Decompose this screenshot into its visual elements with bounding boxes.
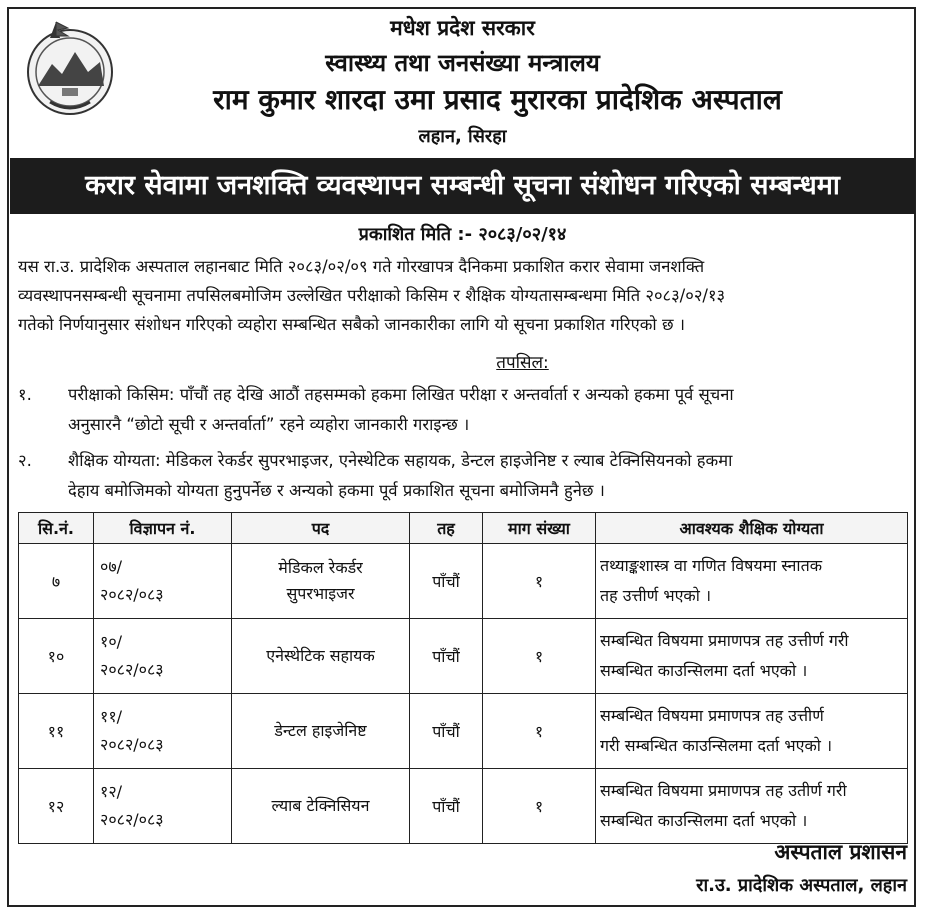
post-line: डेन्टल हाइजेनिष्ट <box>274 721 367 740</box>
cell-qualification <box>596 619 908 694</box>
qualification-line: सम्बन्धित विषयमा प्रमाणपत्र तह उत्तीर्ण <box>600 706 824 725</box>
cell-demand: १ <box>483 694 596 769</box>
cell-qualification <box>596 544 908 619</box>
details-heading-text: तपसिल: <box>496 353 549 373</box>
cell-serial: ११ <box>19 694 94 769</box>
list-item-line: देहाय बमोजिमको योग्यता हुनुपर्नेछ र अन्यको हकमा पूर्व प्रकाशित सूचना बमोजिमनै हुनेछ । <box>68 481 605 500</box>
intro-line: गतेको निर्णयानुसार संशोधन गरिएको व्यहोरा सम्बन्धित सबैको जानकारीका लागि यो सूचना प्रकाशित गरिएको छ । <box>18 315 686 334</box>
hospital-location: लहान, सिरहा <box>418 126 507 147</box>
list-item-number: २. <box>18 451 32 470</box>
post-line: मेडिकल रेकर्डर <box>278 558 363 577</box>
cell-demand: १ <box>483 769 596 844</box>
vacancy-table <box>18 512 908 844</box>
letterhead <box>0 0 925 160</box>
table-row <box>19 769 908 844</box>
table-row <box>19 619 908 694</box>
table-row <box>19 694 908 769</box>
province-name: मधेश प्रदेश सरकार <box>390 16 535 40</box>
cell-post <box>232 694 410 769</box>
list-item-number: १. <box>18 385 32 404</box>
cell-level: पाँचौं <box>410 544 483 619</box>
cell-demand: १ <box>483 544 596 619</box>
cell-advert-no <box>94 619 232 694</box>
list-item-text <box>68 446 910 506</box>
qualification-line: सम्बन्धित विषयमा प्रमाणपत्र तह उत्तीर्ण गरी <box>600 631 849 650</box>
cell-advert-no <box>94 544 232 619</box>
cell-post <box>232 544 410 619</box>
advert-no-line: ०७/ <box>100 557 123 576</box>
cell-serial: १० <box>19 619 94 694</box>
table-row <box>19 544 908 619</box>
qualification-line: सम्बन्धित काउन्सिलमा दर्ता भएको । <box>600 811 808 830</box>
list-item-line: परीक्षाको किसिम: पाँचौं तह देखि आठौं तहसम्मको हकमा लिखित परीक्षा र अन्तर्वार्ता र अन्यको हकमा पूर्व सूचना <box>68 385 734 404</box>
cell-serial: १२ <box>19 769 94 844</box>
advert-no-line: ११/ <box>100 707 123 726</box>
hospital-name: राम कुमार शारदा उमा प्रसाद मुरारका प्रादेशिक अस्पताल <box>213 83 782 116</box>
ministry-name: स्वास्थ्य तथा जनसंख्या मन्त्रालय <box>325 49 600 77</box>
cell-post <box>232 769 410 844</box>
cell-level: पाँचौं <box>410 769 483 844</box>
intro-line: यस रा.उ. प्रादेशिक अस्पताल लहानबाट मिति २०८३/०२/०९ गते गोरखापत्र दैनिकमा प्रकाशित करार सेवामा जनशक्ति <box>18 257 705 276</box>
col-header-qualification: आवश्यक शैक्षिक योग्यता <box>596 513 908 544</box>
col-header-post: पद <box>232 513 410 544</box>
advert-no-line: १०/ <box>100 632 123 651</box>
signoff-organization: रा.उ. प्रादेशिक अस्पताल, लहान <box>696 875 907 896</box>
details-heading <box>0 350 925 373</box>
col-header-serial: सि.नं. <box>19 513 94 544</box>
qualification-line: तथ्याङ्कशास्त्र वा गणित विषयमा स्नातक <box>600 556 822 575</box>
col-header-demand: माग संख्या <box>483 513 596 544</box>
notice-title-banner: करार सेवामा जनशक्ति व्यवस्थापन सम्बन्धी सूचना संशोधन गरिएको सम्बन्धमा <box>10 158 915 214</box>
list-item-line: शैक्षिक योग्यता: मेडिकल रेकर्डर सुपरभाइजर, एनेस्थेटिक सहायक, डेन्टल हाइजेनिष्ट र ल्याब टेक्निसियनको हकमा <box>68 451 733 470</box>
published-date: प्रकाशित मिति :- २०८३/०२/१४ <box>358 224 567 245</box>
cell-level: पाँचौं <box>410 619 483 694</box>
qualification-line: सम्बन्धित विषयमा प्रमाणपत्र तह उतीर्ण गरी <box>600 781 847 800</box>
advert-no-line: २०८२/०८३ <box>100 585 164 604</box>
advert-no-line: १२/ <box>100 782 123 801</box>
cell-demand: १ <box>483 619 596 694</box>
qualification-line: सम्बन्धित काउन्सिलमा दर्ता भएको । <box>600 661 808 680</box>
col-header-level: तह <box>410 513 483 544</box>
intro-paragraph <box>18 252 908 339</box>
advert-no-line: २०८२/०८३ <box>100 810 164 829</box>
post-line: ल्याब टेक्निसियन <box>271 796 370 815</box>
cell-serial: ७ <box>19 544 94 619</box>
signoff-title: अस्पताल प्रशासन <box>774 840 907 864</box>
post-line: सुपरभाइजर <box>286 584 355 603</box>
cell-advert-no <box>94 769 232 844</box>
list-item-text <box>68 380 910 440</box>
qualification-line: गरी सम्बन्धित काउन्सिलमा दर्ता भएको । <box>600 736 833 755</box>
cell-level: पाँचौं <box>410 694 483 769</box>
intro-line: व्यवस्थापनसम्बन्धी सूचनामा तपसिलबमोजिम उल्लेखित परीक्षाको किसिम र शैक्षिक योग्यतासम्बन्धमा मिति २०८३/०२/१३ <box>18 286 726 305</box>
col-header-advert-no: विज्ञापन नं. <box>94 513 232 544</box>
advert-no-line: २०८२/०८३ <box>100 660 164 679</box>
cell-post <box>232 619 410 694</box>
cell-advert-no <box>94 694 232 769</box>
cell-qualification <box>596 694 908 769</box>
post-line: एनेस्थेटिक सहायक <box>266 646 375 665</box>
list-item-line: अनुसारनै “छोटो सूची र अन्तर्वार्ता” रहने व्यहोरा जानकारी गराइन्छ । <box>68 415 470 434</box>
advert-no-line: २०८२/०८३ <box>100 735 164 754</box>
cell-qualification <box>596 769 908 844</box>
qualification-line: तह उत्तीर्ण भएको । <box>600 586 712 605</box>
table-header-row <box>19 513 908 544</box>
